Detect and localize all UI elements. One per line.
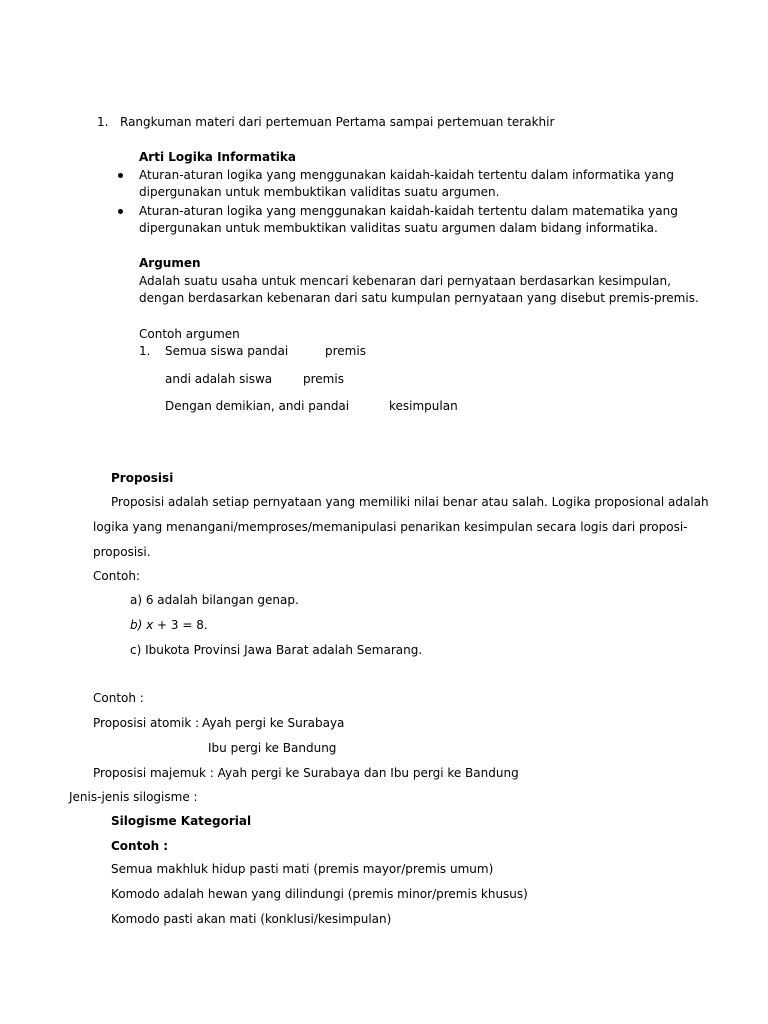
- majemuk-example: Proposisi majemuk : Ayah pergi ke Surabaya dan Ibu pergi ke Bandung: [93, 766, 519, 780]
- silogisme-line: Komodo adalah hewan yang dilindungi (premis minor/premis khusus): [111, 887, 528, 901]
- contoh-label: Contoh :: [111, 839, 169, 853]
- example-item-c: c) Ibukota Provinsi Jawa Barat adalah Semarang.: [130, 643, 423, 657]
- argumen-text: dengan berdasarkan kebenaran dari satu kumpulan pernyataan yang disebut premis-premis.: [139, 291, 699, 305]
- argumen-text: Adalah suatu usaha untuk mencari kebenaran dari pernyataan berdasarkan kesimpulan,: [139, 274, 671, 288]
- bullet-line: dipergunakan untuk membuktikan validitas suatu argumen dalam bidang informatika.: [139, 221, 658, 235]
- contoh-argumen-heading: Contoh argumen: [139, 327, 240, 341]
- argumen-heading: Argumen: [139, 256, 201, 270]
- contoh-label: Contoh:: [93, 569, 141, 583]
- bullet-icon: [118, 209, 123, 214]
- silogisme-line: Komodo pasti akan mati (konklusi/kesimpulan): [111, 912, 392, 926]
- proposisi-paragraph-line: proposisi.: [93, 545, 151, 559]
- contoh-label: Contoh :: [93, 691, 144, 705]
- example-statement: Dengan demikian, andi pandai: [165, 399, 350, 413]
- example-item-b-rest: + 3 = 8.: [153, 618, 208, 632]
- bullet-line: dipergunakan untuk membuktikan validitas suatu argumen.: [139, 185, 500, 199]
- example-statement: andi adalah siswa: [165, 372, 273, 386]
- jenis-silogisme-heading: Jenis-jenis silogisme :: [69, 790, 198, 804]
- example-role: premis: [325, 344, 366, 358]
- example-item-b-italic: b) x: [130, 618, 154, 632]
- example-role: kesimpulan: [389, 399, 458, 413]
- bullet-icon: [118, 173, 123, 178]
- atomik-label: Proposisi atomik :: [93, 716, 200, 730]
- proposisi-paragraph-line: Proposisi adalah setiap pernyataan yang memiliki nilai benar atau salah. Logika proposional adalah: [111, 495, 709, 509]
- silogisme-line: Semua makhluk hidup pasti mati (premis mayor/premis umum): [111, 862, 494, 876]
- example-role: premis: [303, 372, 344, 386]
- proposisi-heading: Proposisi: [111, 471, 174, 485]
- example-item-a: a) 6 adalah bilangan genap.: [130, 593, 299, 607]
- example-item-b: [130, 618, 208, 633]
- example-number: 1.: [139, 344, 151, 358]
- silogisme-kategorial-heading: Silogisme Kategorial: [111, 814, 252, 828]
- bullet-line: Aturan-aturan logika yang menggunakan kaidah-kaidah tertentu dalam matematika yang: [139, 204, 678, 218]
- proposisi-paragraph-line: logika yang menangani/memproses/memanipulasi penarikan kesimpulan secara logis dari proposi-: [93, 520, 688, 534]
- atomik-example: Ibu pergi ke Bandung: [208, 741, 337, 755]
- list-number: 1.: [97, 115, 109, 129]
- example-statement: Semua siswa pandai: [165, 344, 289, 358]
- atomik-example: Ayah pergi ke Surabaya: [202, 716, 345, 730]
- section-title: Rangkuman materi dari pertemuan Pertama sampai pertemuan terakhir: [120, 115, 555, 129]
- arti-logika-heading: Arti Logika Informatika: [139, 150, 297, 164]
- bullet-line: Aturan-aturan logika yang menggunakan kaidah-kaidah tertentu dalam informatika yang: [139, 168, 674, 182]
